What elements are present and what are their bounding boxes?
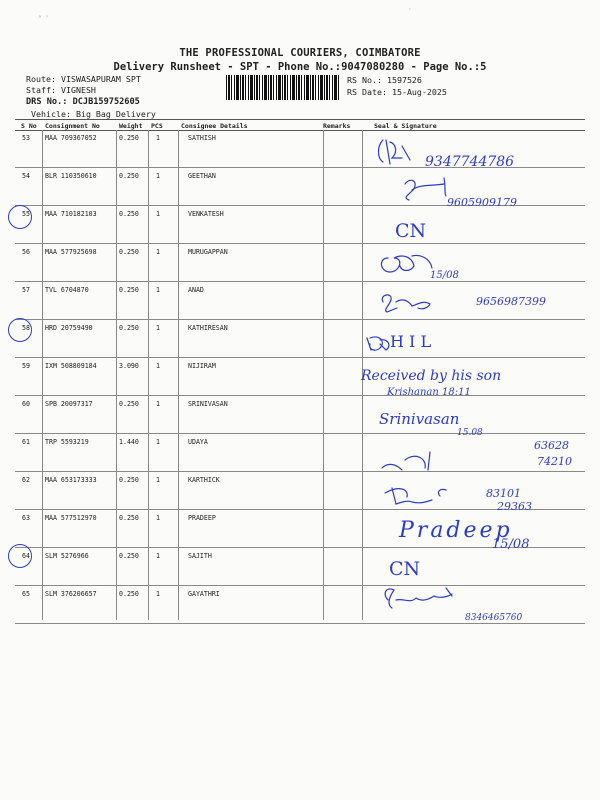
cell-pcs: 1 (156, 248, 160, 256)
cell-weight: 0.250 (119, 172, 139, 180)
rs-date: RS Date: 15-Aug-2025 (347, 87, 447, 97)
cell-weight: 0.250 (119, 590, 139, 598)
cell-consignee: PRADEEP (188, 514, 216, 522)
cell-sno: 61 (22, 438, 30, 446)
handwritten-phone-62b: 29363 (497, 500, 532, 513)
cell-sno: 56 (22, 248, 30, 256)
cell-pcs: 1 (156, 590, 160, 598)
cell-sno: 59 (22, 362, 30, 370)
drs-number: DRS No.: DCJB159752605 (26, 97, 140, 107)
signature-54 (405, 178, 446, 200)
runsheet-title: THE PROFESSIONAL COURIERS, COIMBATORE (179, 47, 421, 59)
cell-consignment: MAA 710182103 (45, 210, 97, 218)
cell-consignment: SLM 376206657 (45, 590, 97, 598)
cell-weight: 0.250 (119, 210, 139, 218)
cell-consignment: SPB 20097317 (45, 400, 93, 408)
cell-consignment: MAA 577512970 (45, 514, 97, 522)
handwritten-phone-62a: 83101 (486, 487, 521, 500)
cell-consignment: HRD 20759490 (45, 324, 93, 332)
cell-pcs: 1 (156, 438, 160, 446)
cell-pcs: 1 (156, 210, 160, 218)
col-header-remarks: Remarks (323, 122, 351, 130)
col-header-sno: S No (21, 122, 37, 130)
handwritten-phone-53: 9347744786 (425, 154, 515, 170)
cell-weight: 0.250 (119, 324, 139, 332)
cell-consignee: VENKATESH (188, 210, 224, 218)
cell-pcs: 1 (156, 400, 160, 408)
col-header-pcs: PCS (151, 122, 163, 130)
col-header-consignee: Consignee Details (181, 122, 248, 130)
handwritten-note-58: H I L (390, 332, 432, 351)
rs-number: RS No.: 1597526 (347, 75, 422, 85)
handwritten-note-55: CN (395, 220, 427, 242)
handwritten-phone-57: 9656987399 (476, 295, 546, 308)
handwritten-phone-65: 8346465760 (465, 613, 523, 623)
cell-pcs: 1 (156, 286, 160, 294)
cell-pcs: 1 (156, 476, 160, 484)
vehicle-label: Vehicle: Big Bag Delivery (31, 109, 156, 119)
cell-sno: 64 (22, 552, 30, 560)
handwritten-name-63: Pradeep (399, 518, 513, 543)
signature-58 (367, 337, 389, 350)
signature-53 (379, 140, 411, 164)
cell-weight: 0.250 (119, 134, 139, 142)
route-label: Route: VISWASAPURAM SPT (26, 74, 141, 84)
cell-consignee: KARTHICK (188, 476, 220, 484)
cell-consignment: TRP 5593219 (45, 438, 89, 446)
cell-sno: 54 (22, 172, 30, 180)
cell-sno: 63 (22, 514, 30, 522)
cell-consignment: MAA 577925698 (45, 248, 97, 256)
handwritten-phone-61a: 63628 (534, 439, 569, 452)
cell-pcs: 1 (156, 134, 160, 142)
col-header-seal: Seal & Signature (374, 122, 437, 130)
cell-pcs: 1 (156, 362, 160, 370)
cell-sno: 57 (22, 286, 30, 294)
cell-weight: 0.250 (119, 400, 139, 408)
cell-sno: 62 (22, 476, 30, 484)
cell-weight: 0.250 (119, 286, 139, 294)
cell-consignment: BLR 110350610 (45, 172, 97, 180)
cell-weight: 3.090 (119, 362, 139, 370)
handwritten-phone-61b: 74210 (537, 455, 572, 468)
cell-consignment: TVL 6704870 (45, 286, 89, 294)
cell-pcs: 1 (156, 552, 160, 560)
staff-label: Staff: VIGNESH (26, 85, 96, 95)
cell-weight: 1.440 (119, 438, 139, 446)
cell-consignee: UDAYA (188, 438, 208, 446)
signature-56 (381, 256, 432, 273)
col-header-consignment: Consignment No (45, 122, 100, 130)
cell-pcs: 1 (156, 324, 160, 332)
col-header-weight: Weight (119, 122, 143, 130)
cell-consignee: SATHISH (188, 134, 216, 142)
cell-consignment: SLM 5276966 (45, 552, 89, 560)
signature-62 (385, 488, 446, 504)
handwritten-note-59b: Krishanan 18:11 (387, 387, 471, 398)
cell-consignee: SAJITH (188, 552, 212, 560)
cell-consignment: IXM 508809184 (45, 362, 97, 370)
cell-sno: 65 (22, 590, 30, 598)
cell-consignee: GEETHAN (188, 172, 216, 180)
cell-consignee: SRINIVASAN (188, 400, 228, 408)
cell-sno: 60 (22, 400, 30, 408)
cell-consignment: MAA 653173333 (45, 476, 97, 484)
cell-pcs: 1 (156, 514, 160, 522)
cell-sno: 55 (22, 210, 30, 218)
cell-consignee: MURUGAPPAN (188, 248, 228, 256)
handwritten-date-56: 15/08 (430, 270, 459, 281)
cell-weight: 0.250 (119, 552, 139, 560)
signature-57 (382, 295, 430, 312)
cell-sno: 53 (22, 134, 30, 142)
cell-pcs: 1 (156, 172, 160, 180)
cell-consignee: ANAD (188, 286, 204, 294)
signature-65 (385, 588, 452, 608)
cell-consignee: NIJIRAM (188, 362, 216, 370)
cell-weight: 0.250 (119, 248, 139, 256)
cell-consignment: MAA 709367052 (45, 134, 97, 142)
handwritten-note-59a: Received by his son (361, 368, 502, 384)
handwritten-phone-54: 9605909179 (447, 196, 517, 209)
cell-consignee: GAYATHRI (188, 590, 220, 598)
cell-sno: 58 (22, 324, 30, 332)
signature-61 (382, 452, 430, 470)
handwritten-date-60: 15.08 (457, 428, 483, 438)
cell-weight: 0.250 (119, 514, 139, 522)
cell-consignee: KATHIRESAN (188, 324, 228, 332)
handwritten-date-63: 15/08 (492, 537, 530, 552)
handwritten-note-64: CN (389, 558, 421, 580)
runsheet-subtitle: Delivery Runsheet - SPT - Phone No.:9047080280 - Page No.:5 (113, 61, 487, 73)
cell-weight: 0.250 (119, 476, 139, 484)
handwritten-name-60: Srinivasan (379, 410, 460, 428)
